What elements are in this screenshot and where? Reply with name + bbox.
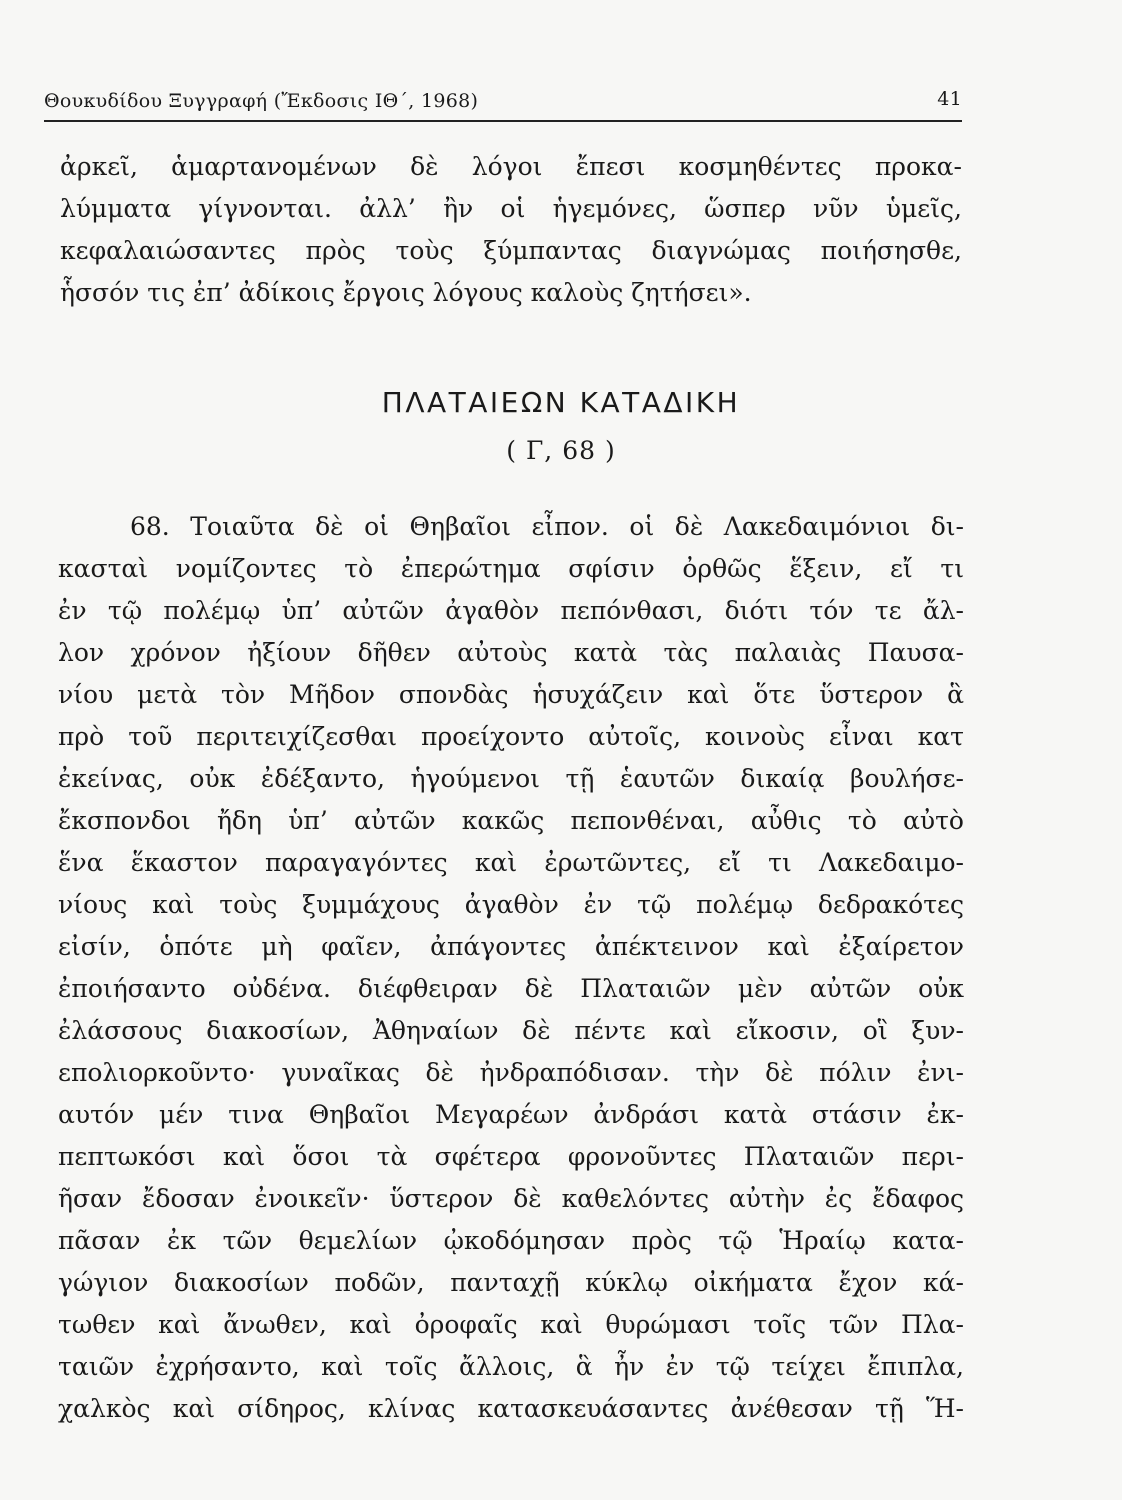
running-header	[44, 86, 962, 122]
text-line: κεφαλαιώσαντες πρὸς τοὺς ξύμπαντας διαγνώμας ποιήσησθε,	[60, 236, 962, 265]
text-line: χαλκὸς καὶ σίδηρος, κλίνας κατασκευάσαντες ἀνέθεσαν τῇ Ἥ-	[58, 1394, 964, 1423]
text-line: νίου μετὰ τὸν Μῆδον σπονδὰς ἡσυχάζειν καὶ ὅτε ὕστερον ἃ	[58, 680, 964, 709]
text-line: ἀρκεῖ, ἁμαρτανομένων δὲ λόγοι ἔπεσι κοσμηθέντες προκα-	[60, 152, 962, 181]
text-line: γώγιον διακοσίων ποδῶν, πανταχῇ κύκλῳ οἰκήματα ἔχον κά-	[58, 1268, 964, 1297]
text-line: επολιορκοῦντο· γυναῖκας δὲ ἠνδραπόδισαν. τὴν δὲ πόλιν ἐνι-	[58, 1058, 964, 1087]
intro-paragraph	[60, 146, 962, 314]
text-line: νίους καὶ τοὺς ξυμμάχους ἀγαθὸν ἐν τῷ πολέμῳ δεδρακότες	[58, 890, 964, 919]
text-line: ἧσσόν τις ἐπ’ ἀδίκοις ἔργοις λόγους καλοὺς ζητήσει».	[60, 278, 752, 307]
text-line: εἰσίν, ὁπότε μὴ φαῖεν, ἀπάγοντες ἀπέκτεινον καὶ ἐξαίρετον	[58, 932, 964, 961]
chapter-paragraph	[58, 506, 964, 1430]
text-line: ἐκείνας, οὐκ ἐδέξαντο, ἡγούμενοι τῇ ἑαυτῶν δικαίᾳ βουλήσε-	[58, 764, 964, 793]
text-line: ταιῶν ἐχρήσαντο, καὶ τοῖς ἄλλοις, ἃ ἦν ἐν τῷ τείχει ἔπιπλα,	[58, 1352, 964, 1381]
text-line: κασταὶ νομίζοντες τὸ ἐπερώτημα σφίσιν ὀρθῶς ἕξειν, εἴ τι	[58, 554, 964, 583]
running-title: Θουκυδίδου Ξυγγραφή (Ἔκδοσις ΙΘ΄, 1968)	[44, 90, 479, 112]
section-title: ΠΛΑΤΑΙΕΩΝ ΚΑΤΑΔΙΚΗ	[381, 386, 741, 419]
text-line: πρὸ τοῦ περιτειχίζεσθαι προείχοντο αὐτοῖς, κοινοὺς εἶναι κατ	[58, 722, 964, 751]
text-line: ἔκσπονδοι ἤδη ὑπ’ αὐτῶν κακῶς πεπονθέναι, αὖθις τὸ αὐτὸ	[58, 806, 964, 835]
text-line: ἐποιήσαντο οὐδένα. διέφθειραν δὲ Πλαταιῶν μὲν αὐτῶν οὐκ	[58, 974, 964, 1003]
text-line: 68. Τοιαῦτα δὲ οἱ Θηβαῖοι εἶπον. οἱ δὲ Λακεδαιμόνιοι δι-	[130, 512, 964, 541]
text-line: πᾶσαν ἐκ τῶν θεμελίων ᾠκοδόμησαν πρὸς τῷ Ἡραίῳ κατα-	[58, 1226, 964, 1255]
text-line: λύμματα γίγνονται. ἀλλ’ ἢν οἱ ἡγεμόνες, ὥσπερ νῦν ὑμεῖς,	[60, 194, 962, 223]
section-reference: ( Γ, 68 )	[506, 436, 616, 465]
text-line: ἕνα ἕκαστον παραγαγόντες καὶ ἐρωτῶντες, εἴ τι Λακεδαιμο-	[58, 848, 964, 877]
text-line: λον χρόνον ἠξίουν δῆθεν αὐτοὺς κατὰ τὰς παλαιὰς Παυσα-	[58, 638, 964, 667]
text-line: ἐν τῷ πολέμῳ ὑπ’ αὐτῶν ἀγαθὸν πεπόνθασι, διότι τόν τε ἄλ-	[58, 596, 964, 625]
text-line: ἐλάσσους διακοσίων, Ἀθηναίων δὲ πέντε καὶ εἴκοσιν, οἳ ξυν-	[58, 1016, 964, 1045]
text-line: πεπτωκόσι καὶ ὅσοι τὰ σφέτερα φρονοῦντες Πλαταιῶν περι-	[58, 1142, 964, 1171]
page-number: 41	[937, 88, 962, 110]
text-line: αυτόν μέν τινα Θηβαῖοι Μεγαρέων ἀνδράσι κατὰ στάσιν ἐκ-	[58, 1100, 964, 1129]
text-line: τωθεν καὶ ἄνωθεν, καὶ ὀροφαῖς καὶ θυρώμασι τοῖς τῶν Πλα-	[58, 1310, 964, 1339]
text-line: ῆσαν ἔδοσαν ἐνοικεῖν· ὕστερον δὲ καθελόντες αὐτὴν ἐς ἔδαφος	[58, 1184, 964, 1213]
